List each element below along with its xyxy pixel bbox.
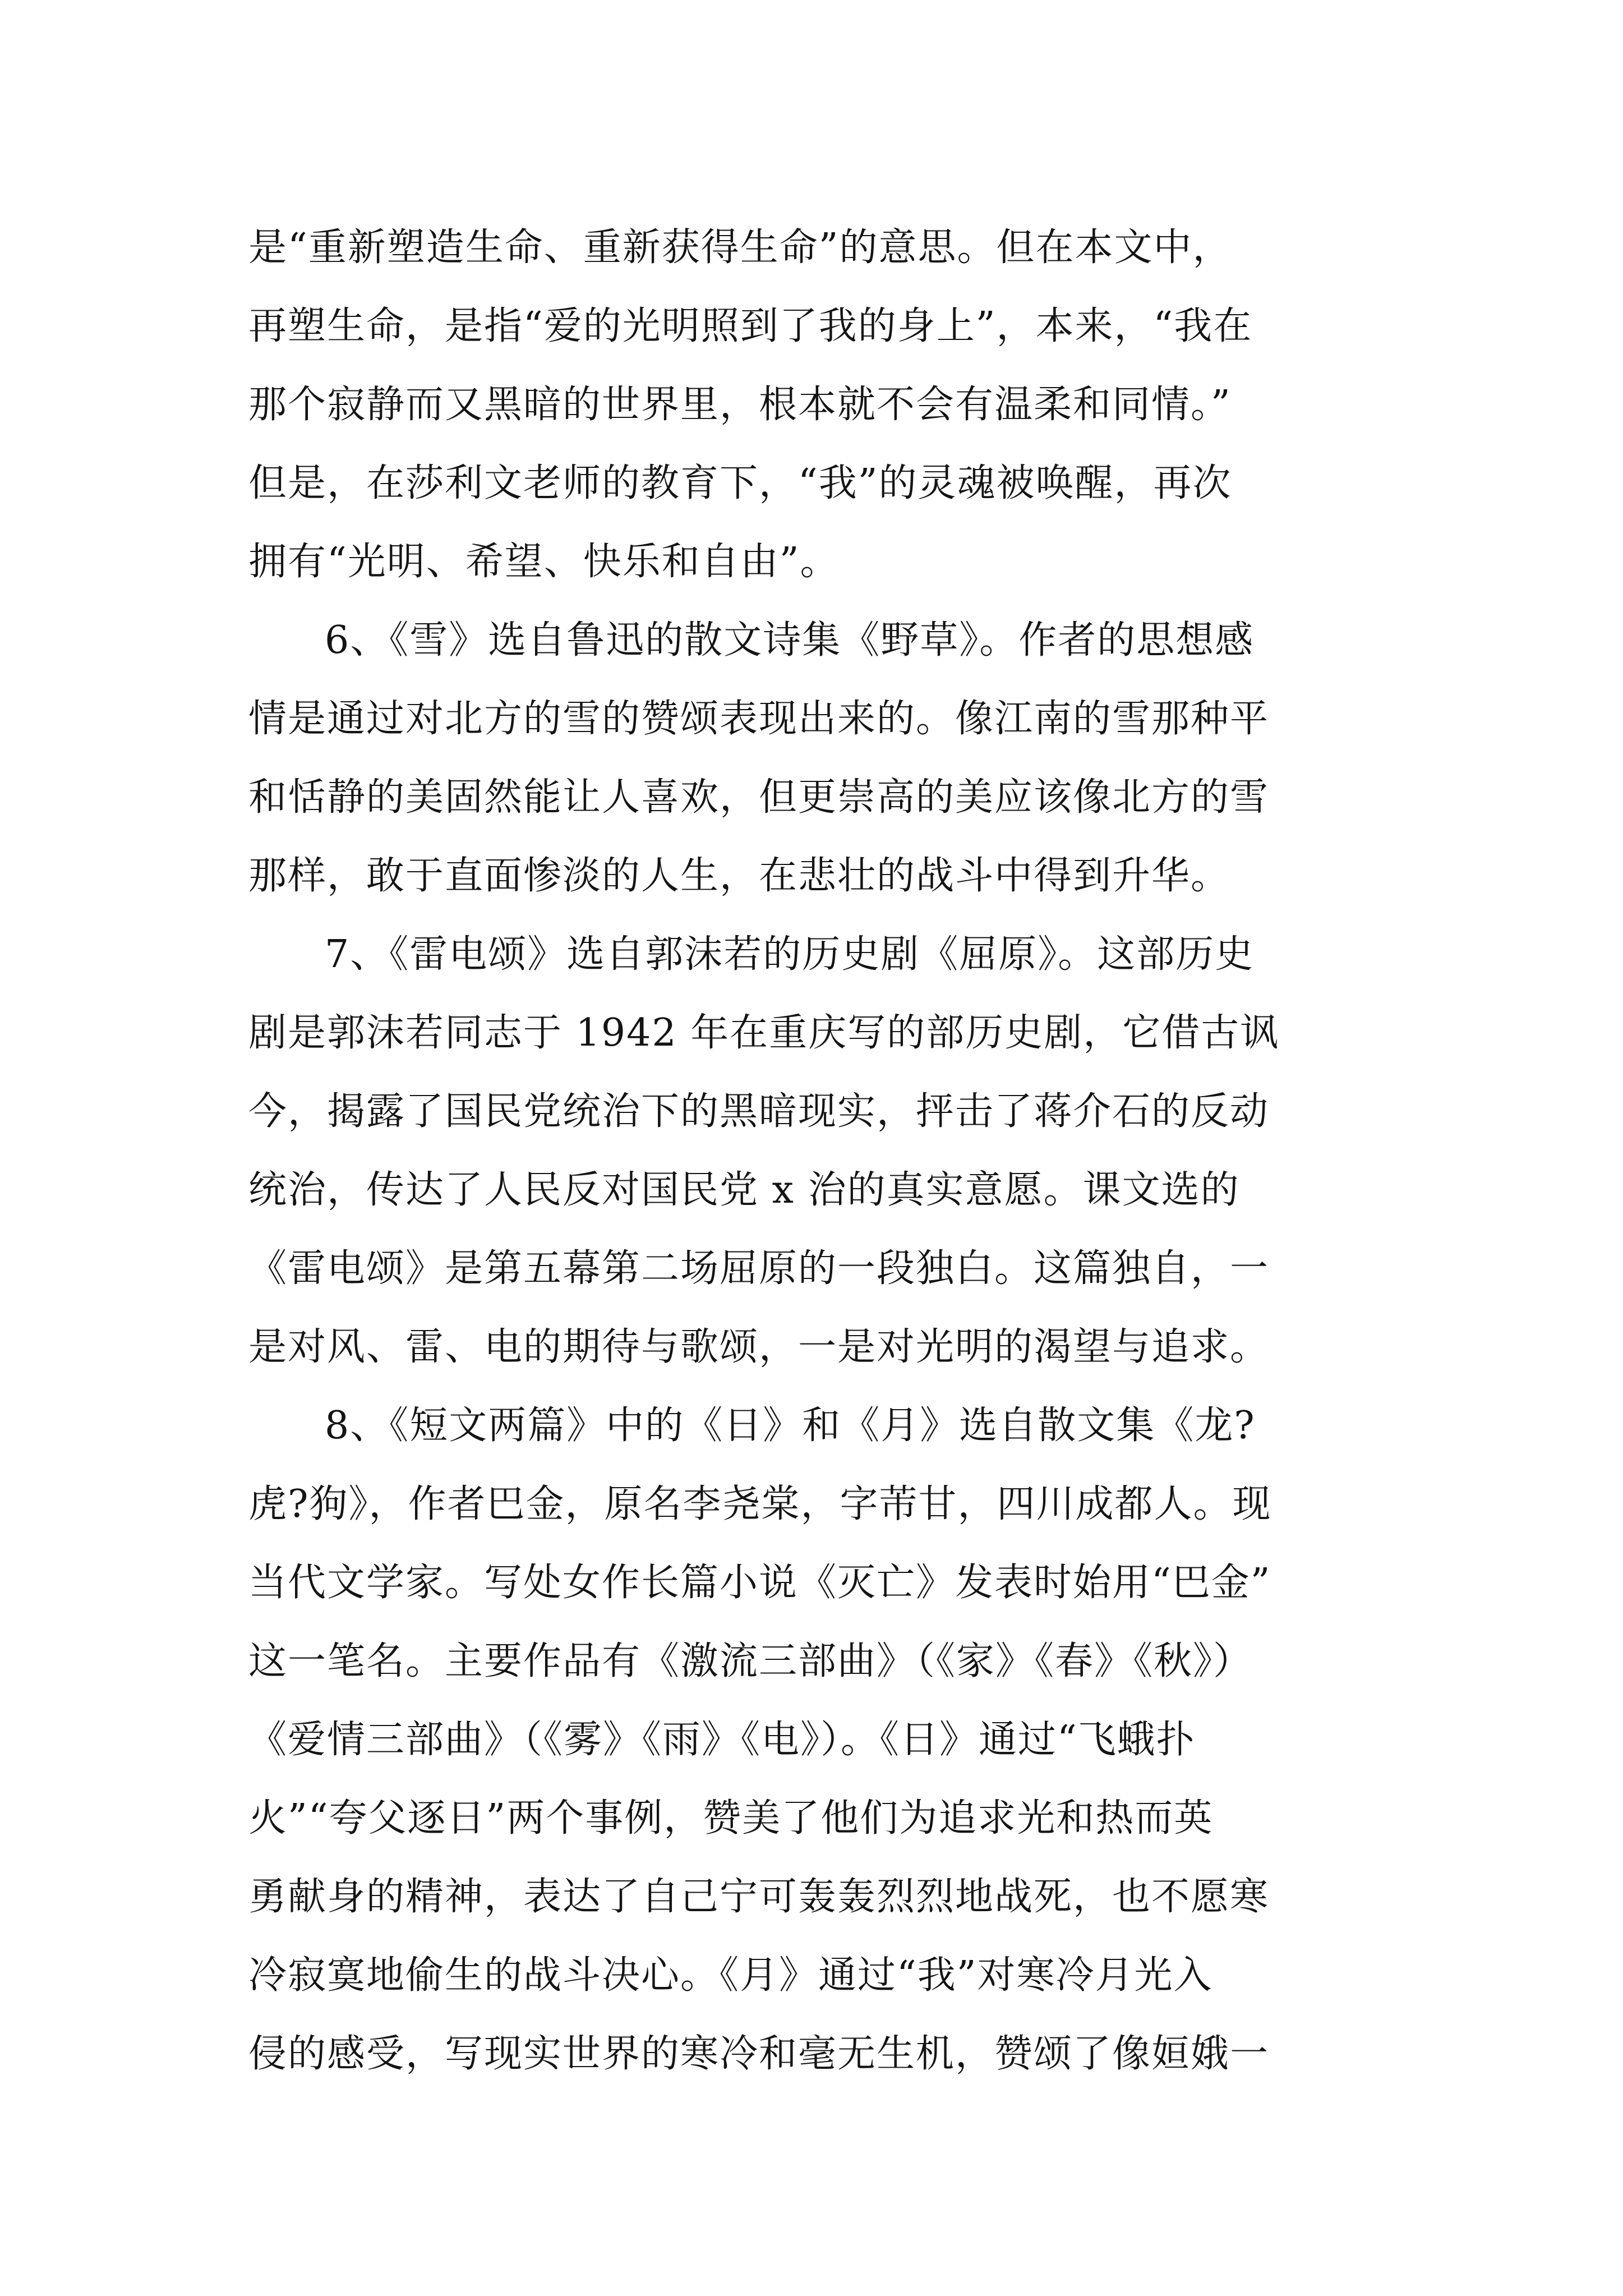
text-line: 《雷电颂》是第五幕第二场屈原的一段独白。这篇独自，一 — [248, 1246, 1270, 1291]
paragraph-start-line: 7、《雷电颂》选自郭沫若的历史剧《屈原》。这部历史 — [325, 932, 1255, 977]
text-line: 统治，传达了人民反对国民党 x 治的真实意愿。课文选的 — [248, 1168, 1240, 1212]
text-line: 再塑生命，是指“爱的光明照到了我的身上”，本来，“我在 — [248, 304, 1253, 348]
text-line: 是对风、雷、电的期待与歌颂，一是对光明的渴望与追求。 — [248, 1325, 1270, 1369]
text-line: 情是通过对北方的雪的赞颂表现出来的。像江南的雪那种平 — [248, 697, 1270, 741]
text-line: 是“重新塑造生命、重新获得生命”的意思。但在本文中， — [248, 226, 1232, 270]
text-line: 剧是郭沫若同志于 1942 年在重庆写的部历史剧，它借古讽 — [248, 1011, 1280, 1055]
text-line: 那样，敢于直面惨淡的人生，在悲壮的战斗中得到升华。 — [248, 854, 1230, 898]
text-line: 当代文学家。写处女作长篇小说《灭亡》发表时始用“巴金” — [248, 1561, 1271, 1605]
text-line: 火”“夸父逐日”两个事例，赞美了他们为追求光和热而英 — [248, 1796, 1214, 1841]
text-line: 拥有“光明、希望、快乐和自由”。 — [248, 540, 840, 584]
body-text — [248, 209, 1404, 2093]
text-line: 冷寂寞地偷生的战斗决心。《月》通过“我”对寒冷月光入 — [248, 1953, 1213, 1998]
text-line: 《爱情三部曲》（《雾》《雨》《电》）。《日》通过“飞蛾扑 — [248, 1718, 1196, 1762]
text-line: 和恬静的美固然能让人喜欢，但更崇高的美应该像北方的雪 — [248, 775, 1270, 820]
text-line: 那个寂静而又黑暗的世界里，根本就不会有温柔和同情。” — [248, 383, 1232, 427]
text-line: 勇献身的精神，表达了自己宁可轰轰烈烈地战死，也不愿寒 — [248, 1875, 1270, 1919]
text-line: 侵的感受，写现实世界的寒冷和毫无生机，赞颂了像姮娥一 — [248, 2032, 1270, 2076]
text-line: 虎?狗》，作者巴金，原名李尧棠，字芾甘，四川成都人。现 — [248, 1482, 1272, 1526]
text-line: 这一笔名。主要作品有《激流三部曲》（《家》《春》《秋》） — [248, 1639, 1253, 1683]
paragraph-start-line: 6、《雪》选自鲁迅的散文诗集《野草》。作者的思想感 — [325, 618, 1255, 662]
paragraph-start-line: 8、《短文两篇》中的《日》和《月》选自散文集《龙? — [325, 1404, 1256, 1448]
text-line: 今，揭露了国民党统治下的黑暗现实，抨击了蒋介石的反动 — [248, 1089, 1270, 1134]
text-line: 但是，在莎利文老师的教育下，“我”的灵魂被唤醒，再次 — [248, 461, 1232, 505]
